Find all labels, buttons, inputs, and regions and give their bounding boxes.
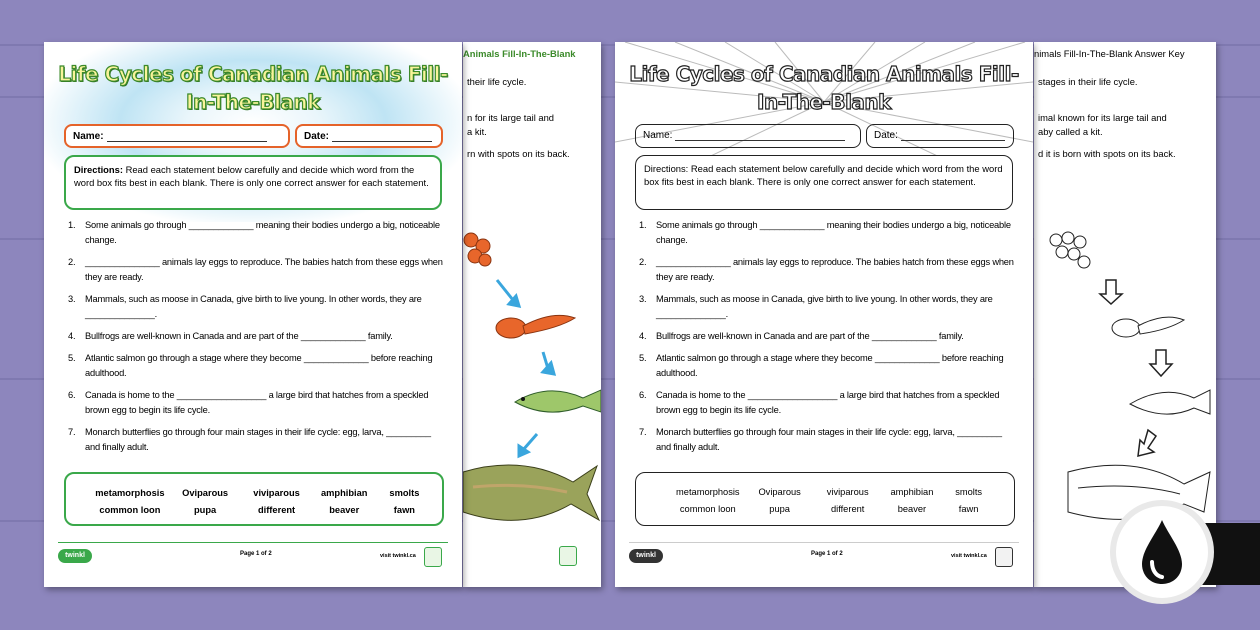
- word-box-word: common loon: [679, 504, 736, 514]
- page-2-title: nimals Fill-In-The-Blank Answer Key: [1034, 48, 1185, 59]
- directions-label: Directions:: [74, 164, 123, 175]
- date-label: Date:: [874, 130, 898, 141]
- salmon-egg-icon: [464, 233, 491, 266]
- word-box-word: metamorphosis: [676, 487, 740, 497]
- word-box-word: amphibian: [890, 487, 934, 497]
- worksheet-page-2-color: [463, 42, 601, 587]
- question: 4. Bullfrogs are well-known in Canada and are part of the _____________ family.: [639, 331, 964, 341]
- question-list: [68, 218, 448, 462]
- page-number: Page 1 of 2: [811, 551, 843, 557]
- directions-box: [64, 155, 442, 210]
- word-box: [635, 472, 1015, 526]
- twinkl-badge: [995, 547, 1013, 567]
- fry-icon: [1130, 390, 1210, 414]
- water-drop-icon: [1116, 506, 1208, 598]
- directions-text: Read each statement below carefully and decide which word from the word box fits best in each blank. There is only one correct answer for each statement.: [74, 164, 429, 188]
- twinkl-badge: [424, 547, 442, 567]
- question: 5. Atlantic salmon go through a stage where they become _____________ before reaching adulthood.: [639, 353, 1004, 378]
- question: 3. Mammals, such as moose in Canada, give birth to live young. In other words, they are ______________.: [639, 294, 993, 319]
- word-box-word: fawn: [958, 504, 979, 514]
- worksheet-page-1-color: [44, 42, 462, 587]
- question: 6. Canada is home to the __________________ a large bird that hatches from a speckled brown egg to begin its life cycle.: [68, 390, 429, 415]
- alevin-icon: [496, 315, 575, 338]
- word-box-word: smolts: [955, 487, 983, 497]
- worksheet-page-1-bw: [615, 42, 1033, 587]
- page-2-line: their life cycle.: [467, 76, 527, 87]
- question: 1. Some animals go through _____________ meaning their bodies undergo a big, noticeable change.: [639, 220, 1011, 245]
- page-footer: [58, 542, 448, 565]
- question: 2. _______________ animals lay eggs to reproduce. The babies hatch from these eggs when they are ready.: [68, 257, 443, 282]
- alevin-icon: [1112, 317, 1184, 337]
- word-box: [64, 472, 444, 526]
- page-2-line: rn with spots on its back.: [467, 148, 570, 159]
- question: 1. Some animals go through _____________ meaning their bodies undergo a big, noticeable change.: [68, 220, 440, 245]
- word-box-word: fawn: [393, 505, 415, 515]
- page-number: Page 1 of 2: [240, 551, 272, 557]
- twinkl-logo: twinkl: [629, 549, 663, 563]
- page-2-line: imal known for its large tail and: [1038, 112, 1167, 123]
- name-label: Name:: [643, 130, 673, 141]
- name-line: [107, 131, 267, 142]
- directions-label: Directions:: [644, 163, 689, 174]
- word-box-word: pupa: [194, 505, 217, 515]
- word-box-word: Oviparous: [182, 488, 229, 498]
- word-box-word: different: [830, 504, 865, 514]
- word-box-word: smolts: [389, 488, 420, 498]
- arrow-icon: [1100, 280, 1122, 304]
- ink-saver-badge: [1110, 500, 1214, 604]
- question: 3. Mammals, such as moose in Canada, give birth to live young. In other words, they are ______________.: [68, 294, 422, 319]
- question: 7. Monarch butterflies go through four main stages in their life cycle: egg, larva, _________ and finally adult.: [68, 427, 431, 452]
- word-box-word: viviparous: [826, 487, 869, 497]
- word-box-word: beaver: [897, 504, 927, 514]
- arrow-icon: [519, 434, 537, 456]
- twinkl-logo: twinkl: [58, 549, 92, 563]
- name-label: Name:: [73, 131, 104, 142]
- question: 7. Monarch butterflies go through four main stages in their life cycle: egg, larva, _________ and finally adult.: [639, 427, 1002, 452]
- arrow-icon: [543, 352, 554, 374]
- page-2-line: stages in their life cycle.: [1038, 76, 1138, 87]
- word-box-word: different: [257, 505, 296, 515]
- date-label: Date:: [304, 131, 330, 142]
- twinkl-badge: [559, 546, 577, 566]
- fry-icon: [515, 390, 601, 412]
- page-footer: [629, 542, 1019, 565]
- salmon-life-cycle-diagram: [463, 42, 601, 587]
- arrow-icon: [497, 280, 519, 306]
- date-field[interactable]: [295, 124, 443, 148]
- page-2-title: Animals Fill-In-The-Blank: [463, 48, 576, 59]
- page-2-line: d it is born with spots on its back.: [1038, 148, 1176, 159]
- directions-text: Read each statement below carefully and decide which word from the word box fits best in each blank. There is only one correct answer for each statement.: [644, 163, 1003, 187]
- name-line: [675, 130, 845, 141]
- name-field[interactable]: [635, 124, 861, 148]
- word-box-word: metamorphosis: [95, 488, 165, 498]
- question: 6. Canada is home to the __________________ a large bird that hatches from a speckled brown egg to begin its life cycle.: [639, 390, 1000, 415]
- worksheet-title: Life Cycles of Canadian Animals Fill-In-The-Blank: [629, 62, 1019, 114]
- date-field[interactable]: [866, 124, 1014, 148]
- word-box-word: Oviparous: [758, 487, 801, 497]
- date-line: [901, 130, 1005, 141]
- word-box-word: beaver: [329, 505, 360, 515]
- word-box-word: amphibian: [320, 488, 368, 498]
- salmon-egg-icon: [1050, 232, 1090, 268]
- question: 5. Atlantic salmon go through a stage where they become _____________ before reaching adulthood.: [68, 353, 433, 378]
- page-2-line: n for its large tail and: [467, 112, 555, 123]
- arrow-icon: [1150, 350, 1172, 376]
- worksheet-title: Life Cycles of Canadian Animals Fill-In-The-Blank: [58, 62, 448, 114]
- visit-link: visit twinkl.ca: [951, 553, 987, 559]
- question: 2. _______________ animals lay eggs to reproduce. The babies hatch from these eggs when they are ready.: [639, 257, 1014, 282]
- salmon-adult-icon: [463, 465, 599, 520]
- word-box-word: viviparous: [253, 488, 300, 498]
- name-field[interactable]: [64, 124, 290, 148]
- date-line: [332, 131, 432, 142]
- word-box-word: common loon: [99, 505, 161, 515]
- question: 4. Bullfrogs are well-known in Canada and are part of the _____________ family.: [68, 331, 393, 341]
- directions-box: [635, 155, 1013, 210]
- arrow-icon: [1138, 430, 1156, 456]
- page-2-line: aby called a kit.: [1038, 126, 1103, 137]
- question-list: [639, 218, 1019, 462]
- word-box-word: pupa: [769, 504, 790, 514]
- page-2-line: a kit.: [467, 126, 487, 137]
- visit-link: visit twinkl.ca: [380, 553, 416, 559]
